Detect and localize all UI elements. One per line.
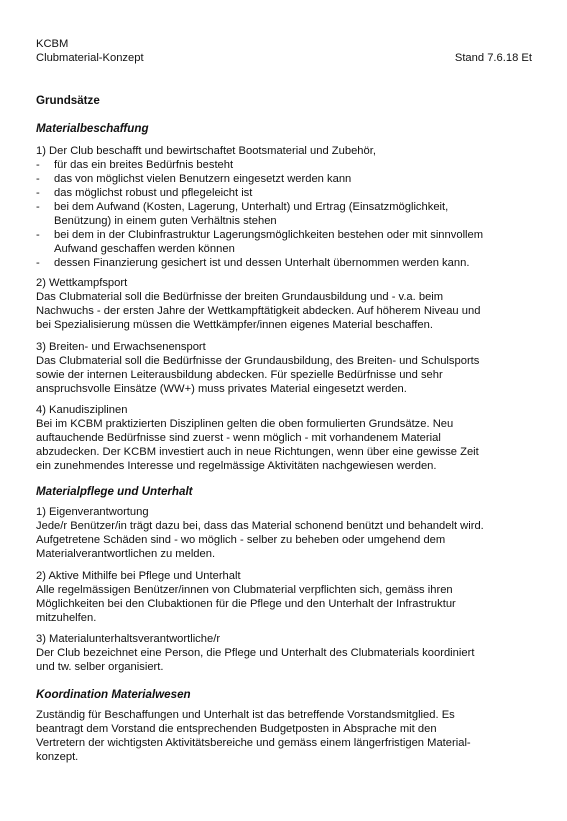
paragraph-heading: 3) Breiten- und Erwachsenensport <box>36 341 206 353</box>
section-koordination <box>36 688 532 702</box>
list-item-continuation: Benützung) in einem guten Verhältnis stehen <box>54 215 277 227</box>
paragraph-line: Der Club bezeichnet eine Person, die Pflege und Unterhalt des Clubmaterials koordiniert <box>36 647 475 659</box>
page-title: Grundsätze <box>36 94 100 107</box>
paragraph-line: beantragt dem Vorstand die entsprechenden Budgetposten in Absprache mit den <box>36 723 437 735</box>
paragraph-6 <box>36 569 532 625</box>
paragraph-line: Jede/r Benützer/in trägt dazu bei, dass das Material schonend benützt und behandelt wird. <box>36 520 484 532</box>
paragraph-heading: 2) Aktive Mithilfe bei Pflege und Unterhalt <box>36 570 241 582</box>
section-materialbeschaffung <box>36 122 532 136</box>
paragraph-1 <box>36 144 532 270</box>
paragraph-line: bei Spezialisierung müssen die Wettkämpfer/innen eigenes Material beschaffen. <box>36 319 433 331</box>
list-item: - das von möglichst vielen Benutzern eingesetzt werden kann <box>36 172 532 186</box>
list-item: - für das ein breites Bedürfnis besteht <box>36 158 532 172</box>
organization-name: KCBM <box>36 38 69 50</box>
paragraph-3 <box>36 340 532 396</box>
paragraph-line: Möglichkeiten bei den Clubaktionen für die Pflege und den Unterhalt der Infrastruktur <box>36 598 456 610</box>
section-title: Koordination Materialwesen <box>36 688 191 701</box>
list-item-continuation: Aufwand geschaffen werden können <box>54 243 235 255</box>
paragraph-line: und tw. selber organisiert. <box>36 661 164 673</box>
list-item: - dessen Finanzierung gesichert ist und dessen Unterhalt übernommen werden kann. <box>36 256 532 270</box>
document-header <box>36 37 532 65</box>
section-materialpflege <box>36 485 532 499</box>
paragraph-7 <box>36 632 532 674</box>
paragraph-2 <box>36 276 532 332</box>
paragraph-line: abzudecken. Der KCBM investiert auch in neue Richtungen, wenn über eine gewisse Zeit <box>36 446 479 458</box>
document-version: Stand 7.6.18 Et <box>454 52 532 64</box>
paragraph-line: auftauchende Bedürfnisse sind zuerst - wenn möglich - mit vorhandenem Material <box>36 432 441 444</box>
paragraph-line: Aufgetretene Schäden sind - wo möglich - selber zu beheben oder umgehend dem <box>36 534 446 546</box>
list-item: - bei dem in der Clubinfrastruktur Lagerungsmöglichkeiten bestehen oder mit sinnvollem <box>36 228 532 242</box>
paragraph-line: ein zunehmendes Interesse und regelmässige Aktivitäten nachgewiesen werden. <box>36 460 437 472</box>
paragraph-line: Zuständig für Beschaffungen und Unterhalt ist das betreffende Vorstandsmitglied. Es <box>36 709 455 721</box>
paragraph-line: anspruchsvolle Einsätze (WW+) muss privates Material eingesetzt werden. <box>36 383 407 395</box>
paragraph-line: sowie der internen Leiterausbildung abdecken. Für spezielle Bedürfnisse und sehr <box>36 369 443 381</box>
paragraph-heading: 2) Wettkampfsport <box>36 277 128 289</box>
paragraph-5 <box>36 505 532 561</box>
paragraph-line: Alle regelmässigen Benützer/innen von Clubmaterial verpflichten sich, gemäss ihren <box>36 584 453 596</box>
list-item: - das möglichst robust und pflegeleicht ist <box>36 186 532 200</box>
paragraph-line: Das Clubmaterial soll die Bedürfnisse der breiten Grundausbildung und - v.a. beim <box>36 291 444 303</box>
paragraph-line: konzept. <box>36 751 79 763</box>
section-title: Materialpflege und Unterhalt <box>36 485 193 498</box>
paragraph-line: mitzuhelfen. <box>36 612 97 624</box>
paragraph-line: Materialverantwortlichen zu melden. <box>36 548 216 560</box>
paragraph-line: Bei im KCBM praktizierten Disziplinen gelten die oben formulierten Grundsätze. Neu <box>36 418 454 430</box>
document-subtitle: Clubmaterial-Konzept <box>36 52 144 64</box>
paragraph-heading: 4) Kanudisziplinen <box>36 404 128 416</box>
list-item: - bei dem Aufwand (Kosten, Lagerung, Unterhalt) und Ertrag (Einsatzmöglichkeit, <box>36 200 532 214</box>
section-title: Materialbeschaffung <box>36 122 149 135</box>
paragraph-8 <box>36 708 532 764</box>
paragraph-line: Das Clubmaterial soll die Bedürfnisse der Grundausbildung, des Breiten- und Schulsports <box>36 355 480 367</box>
paragraph-line: Vertretern der wichtigsten Aktivitätsbereiche und gemäss einem längerfristigen Material- <box>36 737 471 749</box>
paragraph-line: Nachwuchs - der ersten Jahre der Wettkampftätigkeit abdecken. Auf höherem Niveau und <box>36 305 481 317</box>
paragraph-4 <box>36 403 532 473</box>
paragraph-heading: 1) Eigenverantwortung <box>36 506 149 518</box>
paragraph-heading: 3) Materialunterhaltsverantwortliche/r <box>36 633 221 645</box>
paragraph-intro: 1) Der Club beschafft und bewirtschaftet Bootsmaterial und Zubehör, <box>36 145 376 157</box>
